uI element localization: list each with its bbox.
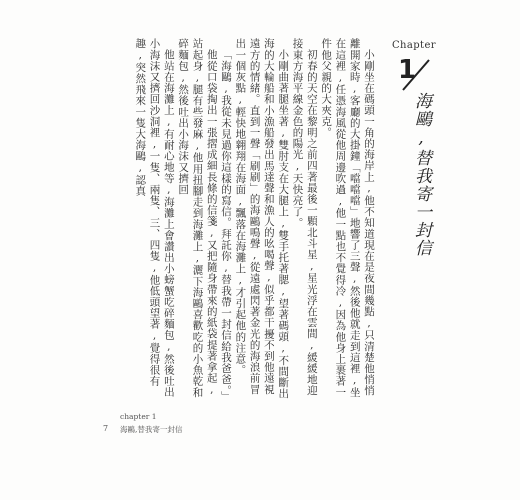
footer-chapter: chapter 1 — [120, 412, 157, 421]
paragraph-4: 「海鷗,我從未見過你這樣的寫信。拜託你,替我帶一封信給我爸爸。」 — [220, 48, 233, 402]
paragraph-1: 小剛坐在碼頭一角的海岸上,他不知道現在是夜間幾點,只清楚他悄悄離開家時,客廳的大掛鐘「噹噹噹」地響了三聲,然後他就走到這裡,坐在這裡,任憑海風從他周邊吹過,他一點也不覺得冷,因為他身上裹著一件他父親的大夾克。 — [320, 38, 375, 398]
body-text — [118, 38, 376, 400]
chapter-number: 1 — [398, 55, 417, 85]
paragraph-2: 初春的天空在黎明之前四著最後一顆北斗星,星光浮在雲間,緩緩地迎接東方海平線金色的陽光,天快亮了。 — [291, 38, 318, 396]
chapter-title: 海鷗,替我寄一封信 — [411, 92, 431, 257]
page-number: 7 — [103, 424, 109, 433]
chapter-label: Chapter — [392, 40, 436, 51]
paragraph-5: 他從口袋掏出一張摺成細長條的信箋,又把隨身帶來的紙袋提著拿起,站起身,腿有些發麻,他用扭腳走到海灘上,灑下海鷗喜歡吃的小魚乾和碎麵包,然後吐出小海沫又擠回 — [177, 38, 218, 398]
paragraph-3: 小剛曲著腿坐著,雙肘支在大腿上,雙手托著腮,望著碼頭,不間斷出海的大輪船和小漁船發出馬達聲和漁人的吆喝聲,似乎都干擾不到他遠視遠方的情緒。直到一聲「刷刷」的海鷗鳴聲,從遠處閃著金光的海浪前冒出一個灰點,輕快地翱翔在海面,飄落在海灘上,才引起他的注意。 — [234, 38, 290, 399]
footer-title: 海鷗,替我寄一封信 — [120, 425, 183, 434]
paragraph-6: 他站在海灘上,有耐心地等,海灘上會讚出小螃蟹吃碎麵包,然後吐出小海沫又擠回沙洞裡,一隻、兩隻、三、四隻,他低頭望著,覺得很有趣,突然飛來一隻大海鷗,認真 — [134, 38, 175, 398]
